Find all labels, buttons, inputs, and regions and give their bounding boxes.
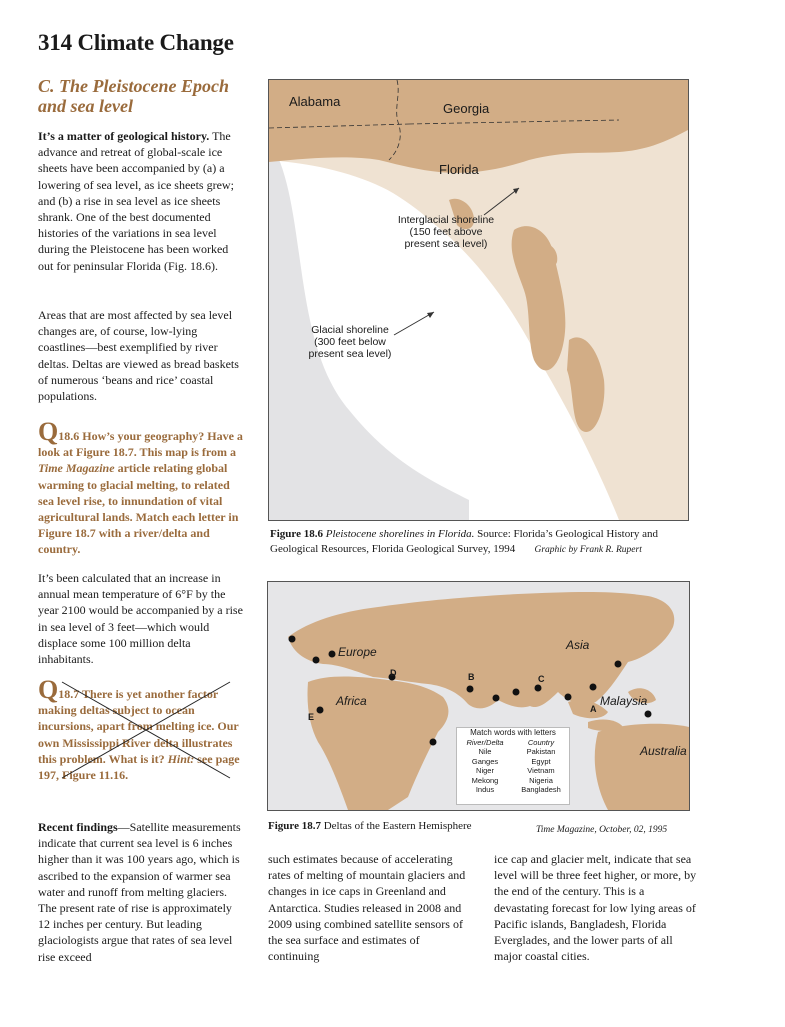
letter-C: C [538, 674, 545, 684]
delta-dot-B [467, 686, 474, 693]
letter-E: E [308, 712, 315, 722]
label-florida: Florida [439, 162, 479, 177]
recent-findings-column: Recent findings—Satellite measurements indicate that current sea level is 6 inches higher than it was 100 years ago, which is ascribed to the expansion of warmer sea water and runoff from melting glaciers. The present rate of rise is approximately 12 inches per century. But leading glaciologists argue that rates of sea level rise exceed [38, 820, 241, 964]
delta-dot [289, 636, 296, 643]
intro-paragraph [38, 128, 236, 274]
australia-land [595, 724, 689, 810]
label-europe: Europe [338, 645, 377, 659]
delta-dot [313, 657, 320, 664]
delta-dot [615, 661, 622, 668]
delta-dot [329, 651, 336, 658]
delta-dot-A [590, 684, 597, 691]
legend-river: Nile [478, 747, 492, 756]
section-title: C. The Pleistocene Epoch and sea level [38, 76, 229, 116]
legend-country: Pakistan [526, 747, 556, 756]
figure-18-6-caption: Figure 18.6 Pleistocene shorelines in Florida. Source: Florida’s Geological History and Geological Resources, Florida Geological Survey, 1994 Graphic by Frank R. Rupert [270, 528, 659, 555]
legend-country: Bangladesh [521, 785, 561, 794]
temperature-paragraph: It’s been calculated that an increase in annual mean temperature of 6°F by the year 2100 would be accompanied by a rise in sea level of 3 feet—which would displace some 100 million delta inhabitants. [38, 571, 243, 667]
crossed-out-mark [60, 680, 235, 780]
q-drop-letter: Q [38, 417, 59, 446]
delta-dot [565, 694, 572, 701]
figure-18-7-caption: Figure 18.7 Deltas of the Eastern Hemisphere [268, 820, 472, 832]
legend-country: Egypt [531, 756, 551, 766]
figure-18-7-credit: Time Magazine, October, 02, 1995 [536, 825, 668, 835]
intro-body: The advance and retreat of global-scale ice sheets have been accompanied by (a) a lowering of sea level, as ice sheets grew; and (b) a rise in sea level as ice sheets shrank. One of the best documented histories of the variations in sea level during the Pleistocene has been worked out for peninsular Florida (Fig. 18.6). [38, 129, 234, 273]
letter-D: D [390, 668, 397, 678]
label-africa: Africa [336, 694, 367, 708]
intro-lead: It’s a matter of geological history. [38, 129, 210, 143]
deltas-paragraph: Areas that are most affected by sea level changes are, of course, low-lying coastlines—best exemplified by river deltas. Deltas are viewed as bread baskets of numerous ‘beans and rice’ coastal populations. [38, 308, 239, 404]
label-georgia: Georgia [443, 101, 490, 116]
q-drop-letter: Q [38, 675, 59, 704]
legend-country: Vietnam [527, 766, 555, 775]
legend-country: Nigeria [529, 775, 553, 785]
delta-dot-E [317, 707, 324, 714]
figure-18-7-map [267, 581, 690, 811]
figure-18-6-map [268, 79, 689, 521]
question-18-7: Q18.7 There is yet another factor making deltas subject to ocean incursions, apart from melting ice. Our own Mississippi River delta illustrates this problem. What is it? Hint: see page 197, Figure 11.16. [38, 675, 240, 783]
legend-river: Mekong [471, 775, 499, 785]
label-malaysia: Malaysia [600, 694, 648, 708]
delta-dot-C [535, 685, 542, 692]
label-australia: Australia [640, 744, 687, 758]
question-18-6: Q18.6 How’s your geography? Have a look at Figure 18.7. This map is from a Time Magazine article relating global warming to glacial melting, to related sea level rise, to innundation of vital agricultural lands. Match each letter in Figure 18.7 with a river/delta and country. [38, 417, 243, 557]
label-glacial-shoreline: Glacial shoreline (300 feet below present sea level) [308, 324, 392, 360]
delta-dot [513, 689, 520, 696]
delta-dot [430, 739, 437, 746]
legend-river: Ganges [471, 756, 499, 766]
letter-B: B [468, 672, 475, 682]
label-asia: Asia [566, 638, 590, 652]
label-interglacial-shoreline: Interglacial shoreline (150 feet above present sea level) [397, 214, 495, 250]
legend-river: Niger [476, 766, 494, 775]
label-alabama: Alabama [289, 94, 341, 109]
delta-dot [645, 711, 652, 718]
body-column-3: ice cap and glacier melt, indicate that sea level will be three feet higher, or more, by the end of the century. This is a devastating forecast for low lying areas of Pacific islands, Bangladesh, Florida Everglades, and the lower parts of all major coastal cities. [494, 852, 697, 964]
body-column-2: such estimates because of accelerating rates of melting of mountain glaciers and changes in ice caps in Greenland and Antarctica. Studies released in 2008 and 2009 using combined satellite sensors of the sea surface and estimates of continuing [268, 852, 466, 964]
match-legend: Match words with letters River/Delta Nile Ganges Niger Mekong Indus Country Pakistan Egypt Vietnam Nigeria Bangladesh [456, 727, 570, 805]
florida-map-graphic [269, 80, 688, 520]
legend-river: Indus [475, 785, 495, 794]
letter-A: A [590, 704, 597, 714]
page-title: 314 Climate Change [38, 30, 234, 55]
delta-dot [493, 695, 500, 702]
